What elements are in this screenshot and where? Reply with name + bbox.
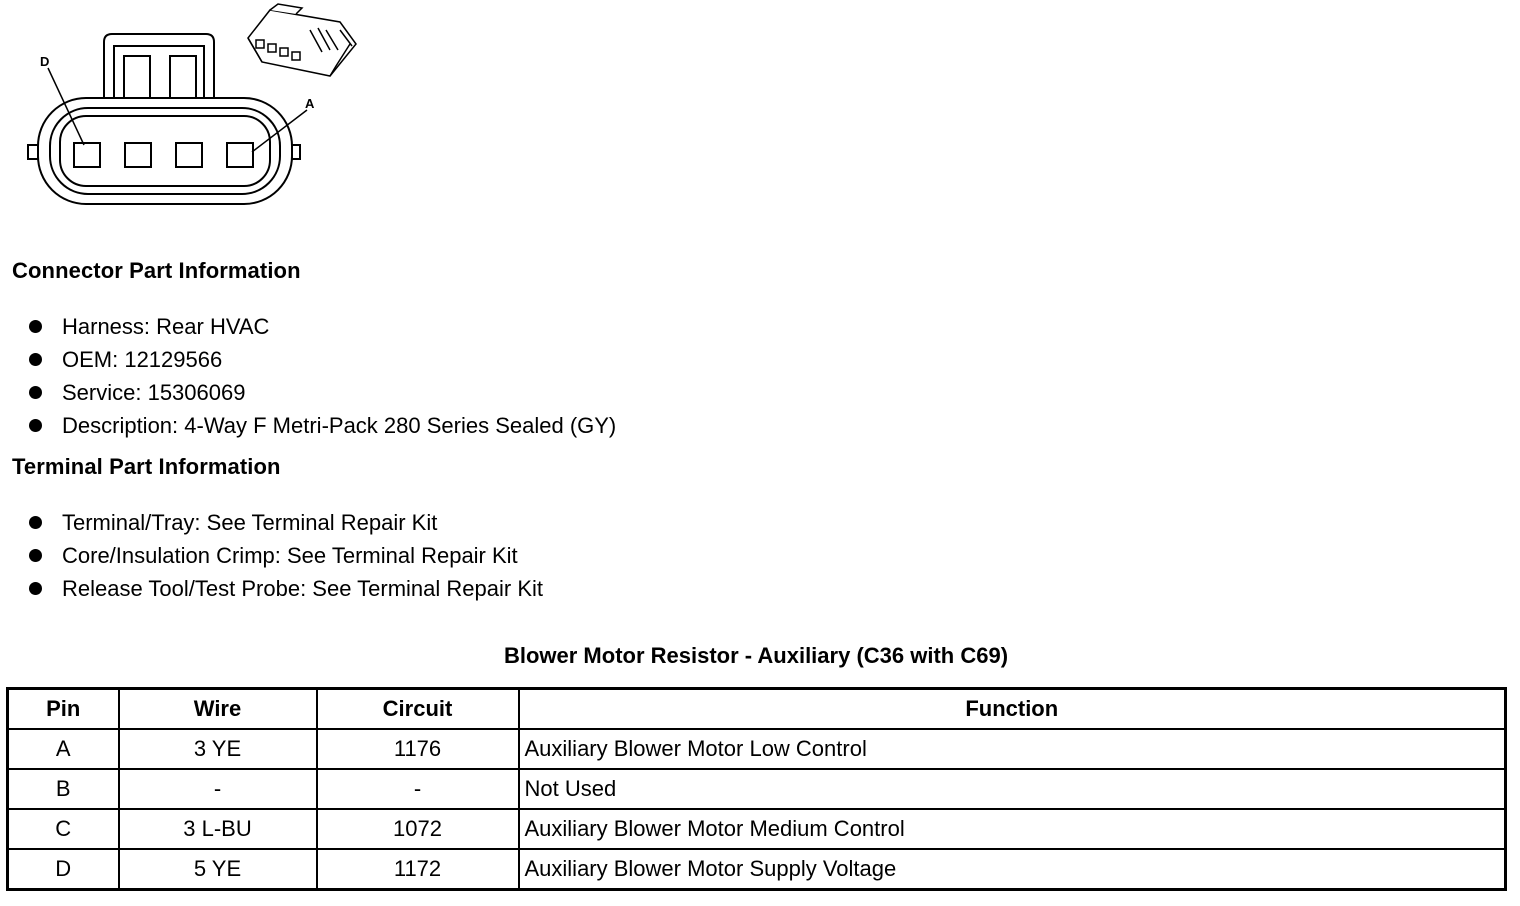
cell-circuit: - (317, 769, 519, 809)
table-row (8, 809, 1506, 849)
list-item: OEM: 12129566 (0, 343, 616, 376)
bullet-icon (29, 516, 42, 529)
table-row (8, 769, 1506, 809)
list-item: Description: 4-Way F Metri-Pack 280 Series Sealed (GY) (0, 409, 616, 442)
bullet-icon (29, 386, 42, 399)
list-item: Release Tool/Test Probe: See Terminal Repair Kit (0, 572, 543, 605)
pin-d-label: D (40, 54, 50, 69)
cell-pin: B (8, 769, 119, 809)
terminal-info-title: Terminal Part Information (12, 454, 281, 479)
connector-info-title: Connector Part Information (12, 258, 301, 283)
pin-table-title: Blower Motor Resistor - Auxiliary (C36 with C69) (503, 643, 1009, 668)
cell-wire: 3 L-BU (119, 809, 317, 849)
connector-iso-icon (248, 4, 356, 76)
cell-pin: D (8, 849, 119, 890)
bullet-icon (29, 582, 42, 595)
terminal-info-list (0, 506, 543, 605)
header-function: Function (519, 689, 1506, 730)
list-item: Service: 15306069 (0, 376, 616, 409)
bullet-icon (29, 549, 42, 562)
table-header-row (8, 689, 1506, 730)
cell-function: Auxiliary Blower Motor Supply Voltage (519, 849, 1506, 890)
cell-function: Not Used (519, 769, 1506, 809)
cell-wire: - (119, 769, 317, 809)
list-item: Core/Insulation Crimp: See Terminal Repair Kit (0, 539, 543, 572)
connector-diagram (0, 0, 380, 210)
cell-function: Auxiliary Blower Motor Low Control (519, 729, 1506, 769)
table-row (8, 729, 1506, 769)
bullet-icon (29, 419, 42, 432)
bullet-icon (29, 353, 42, 366)
list-item: Terminal/Tray: See Terminal Repair Kit (0, 506, 543, 539)
cell-circuit: 1176 (317, 729, 519, 769)
cell-pin: C (8, 809, 119, 849)
header-circuit: Circuit (317, 689, 519, 730)
header-pin: Pin (8, 689, 119, 730)
table-row (8, 849, 1506, 890)
cell-pin: A (8, 729, 119, 769)
cell-wire: 3 YE (119, 729, 317, 769)
list-item: Harness: Rear HVAC (0, 310, 616, 343)
cell-function: Auxiliary Blower Motor Medium Control (519, 809, 1506, 849)
connector-face-drawing (0, 0, 380, 210)
connector-info-list (0, 310, 616, 442)
cell-circuit: 1072 (317, 809, 519, 849)
bullet-icon (29, 320, 42, 333)
pin-a-label: A (305, 96, 315, 111)
pin-table (6, 687, 1507, 891)
cell-wire: 5 YE (119, 849, 317, 890)
header-wire: Wire (119, 689, 317, 730)
cell-circuit: 1172 (317, 849, 519, 890)
